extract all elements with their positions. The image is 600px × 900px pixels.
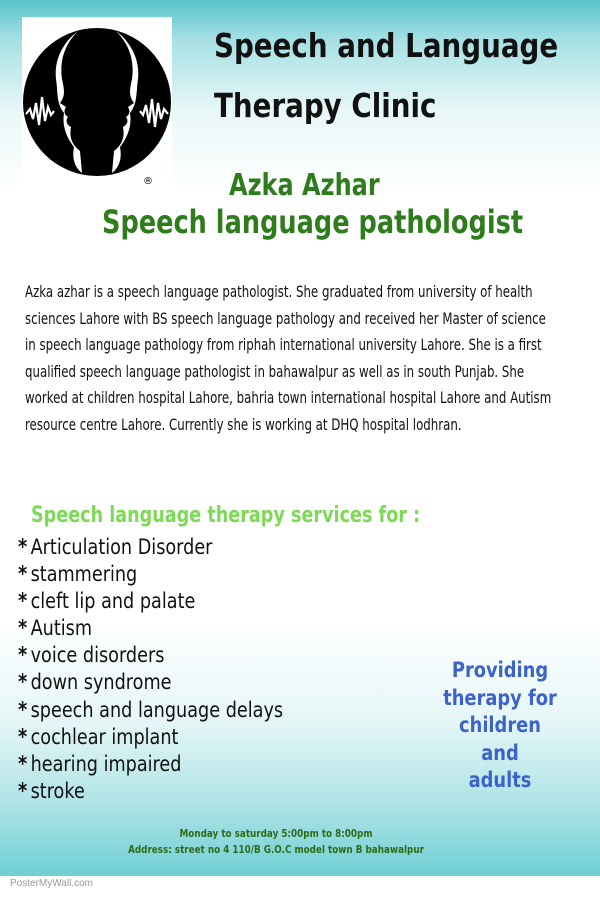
callout-line: Providing bbox=[451, 658, 549, 682]
service-item bbox=[18, 642, 283, 669]
clinic-logo bbox=[22, 17, 172, 187]
service-item bbox=[18, 697, 283, 724]
service-label: cleft lip and palate bbox=[30, 589, 196, 614]
service-label: voice disorders bbox=[30, 643, 165, 668]
registered-mark: ® bbox=[143, 176, 153, 187]
bullet-asterisk: * bbox=[18, 724, 28, 749]
service-label: cochlear implant bbox=[30, 724, 179, 749]
service-label: Autism bbox=[30, 616, 93, 641]
service-label: hearing impaired bbox=[30, 751, 182, 776]
bullet-asterisk: * bbox=[18, 589, 28, 614]
practitioner-role: Speech language pathologist bbox=[102, 203, 524, 241]
service-label: speech and language delays bbox=[30, 697, 284, 722]
bullet-asterisk: * bbox=[18, 670, 28, 695]
service-label: stroke bbox=[30, 778, 85, 803]
clinic-title-line2: Therapy Clinic bbox=[214, 86, 437, 125]
watermark: PosterMyWall.com bbox=[10, 878, 93, 889]
callout-line: adults bbox=[468, 768, 532, 792]
service-item bbox=[18, 534, 283, 561]
bullet-asterisk: * bbox=[18, 697, 28, 722]
service-label: stammering bbox=[30, 562, 138, 587]
bullet-asterisk: * bbox=[18, 562, 28, 587]
audience-callout bbox=[441, 657, 560, 795]
bullet-asterisk: * bbox=[18, 751, 28, 776]
service-item bbox=[18, 724, 283, 751]
service-item bbox=[18, 615, 283, 642]
services-list bbox=[18, 534, 283, 805]
services-heading: Speech language therapy services for : bbox=[31, 503, 421, 528]
service-label: down syndrome bbox=[30, 670, 172, 695]
bullet-asterisk: * bbox=[18, 535, 28, 559]
bullet-asterisk: * bbox=[18, 778, 28, 803]
clinic-address: Address: street no 4 110/B G.O.C model town B bahawalpur bbox=[128, 843, 424, 856]
service-item bbox=[18, 561, 283, 588]
callout-line: children and bbox=[459, 713, 541, 765]
service-item bbox=[18, 751, 283, 778]
service-item bbox=[18, 588, 283, 615]
opening-hours: Monday to saturday 5:00pm to 8:00pm bbox=[179, 827, 373, 840]
service-item bbox=[18, 778, 283, 805]
bullet-asterisk: * bbox=[18, 616, 28, 641]
service-item bbox=[18, 669, 283, 696]
service-label: Articulation Disorder bbox=[30, 535, 213, 559]
two-faces-soundwave-logo-icon bbox=[22, 17, 172, 187]
practitioner-bio: Azka azhar is a speech language pathologist. She graduated from university of health sciences Lahore with BS speech language pathology and received her Master of science in speech language pathology from riphah international university Lahore. She is a first qualified speech language pathologist in bahawalpur as well as in south Punjab. She worked at children hospital Lahore, bahria town international hospital Lahore and Autism resource centre Lahore. Currently she is working at DHQ hospital lodhran. bbox=[25, 282, 552, 434]
clinic-title-line1: Speech and Language bbox=[214, 26, 559, 65]
practitioner-name: Azka Azhar bbox=[229, 168, 380, 203]
bullet-asterisk: * bbox=[18, 643, 28, 668]
callout-line: therapy for bbox=[443, 685, 557, 710]
